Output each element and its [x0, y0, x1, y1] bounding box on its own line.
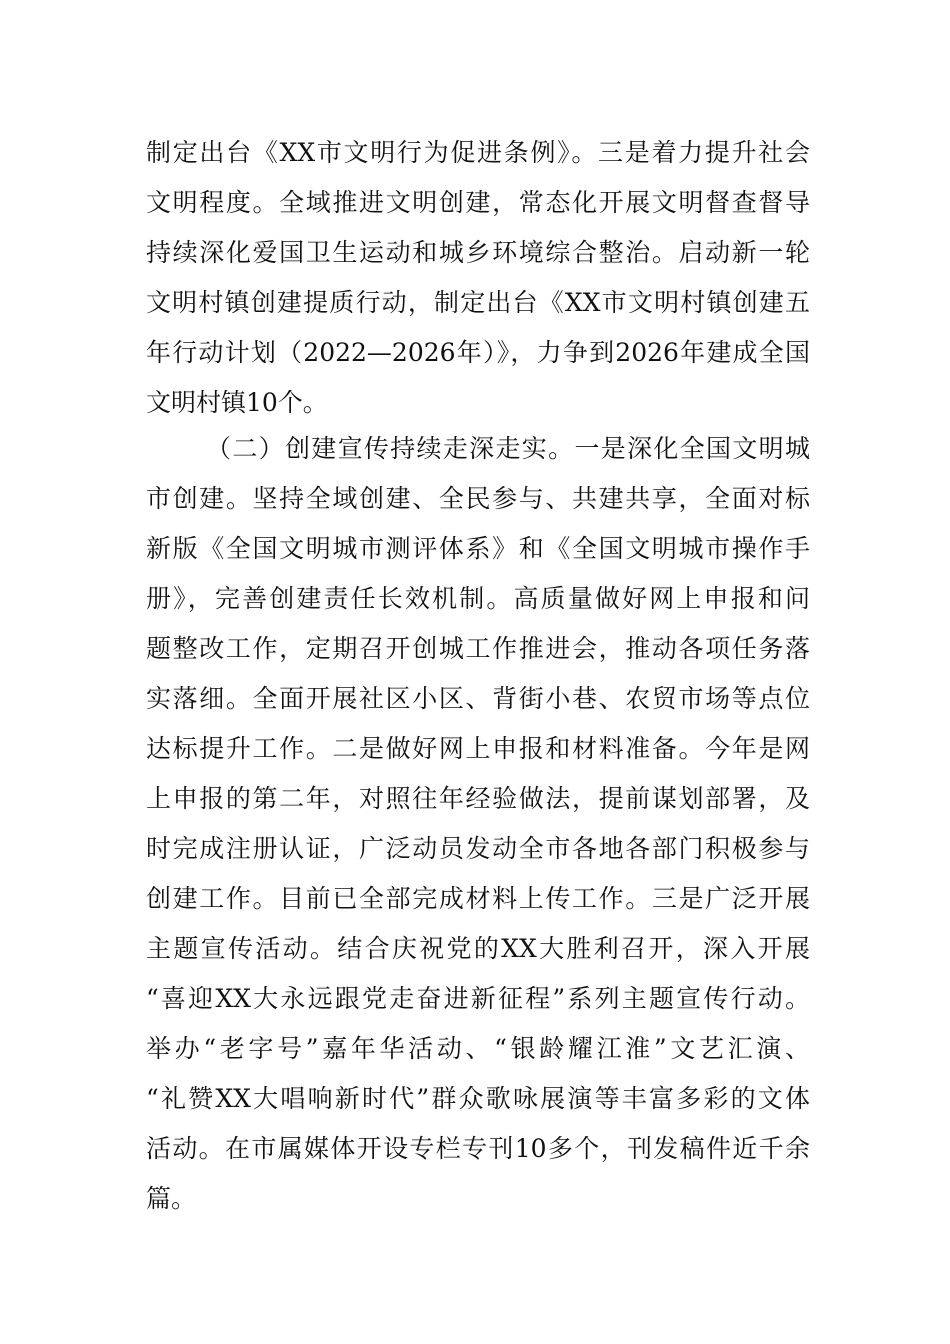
- paragraph-line: 题整改工作，定期召开创城工作推进会，推动各项任务落: [146, 634, 810, 663]
- paragraph-continued-civilization: [146, 128, 810, 428]
- paragraph-line: 文明程度。全域推进文明创建，常态化开展文明督查督导: [146, 188, 810, 217]
- paragraph-line: 年行动计划（2022—2026年）》，力争到2026年建成全国: [146, 338, 810, 367]
- paragraph-line: 新版《全国文明城市测评体系》和《全国文明城市操作手: [146, 534, 810, 563]
- paragraph-line: “喜迎XX大永远跟党走奋进新征程”系列主题宣传行动。: [146, 984, 810, 1013]
- paragraph-line: 文明村镇创建提质行动，制定出台《XX市文明村镇创建五: [146, 288, 810, 317]
- paragraph-line: 创建工作。目前已全部完成材料上传工作。三是广泛开展: [146, 884, 810, 913]
- paragraph-line: 实落细。全面开展社区小区、背街小巷、农贸市场等点位: [146, 684, 810, 713]
- paragraph-line: “礼赞XX大唱响新时代”群众歌咏展演等丰富多彩的文体: [146, 1084, 810, 1113]
- paragraph-line: 达标提升工作。二是做好网上申报和材料准备。今年是网: [146, 734, 810, 763]
- paragraph-line: 主题宣传活动。结合庆祝党的XX大胜利召开，深入开展: [146, 934, 810, 963]
- paragraph-line: 册》，完善创建责任长效机制。高质量做好网上申报和问: [146, 584, 810, 613]
- paragraph-line: 文明村镇10个。: [146, 388, 328, 417]
- paragraph-line: 制定出台《XX市文明行为促进条例》。三是着力提升社会: [146, 138, 810, 167]
- paragraph-line: 活动。在市属媒体开设专栏专刊10多个，刊发稿件近千余: [146, 1134, 810, 1163]
- paragraph-line: 时完成注册认证，广泛动员发动全市各地各部门积极参与: [146, 834, 810, 863]
- paragraph-line: 持续深化爱国卫生运动和城乡环境综合整治。启动新一轮: [146, 238, 810, 267]
- paragraph-line: 篇。: [146, 1184, 197, 1213]
- paragraph-line: 举办“老字号”嘉年华活动、“银龄耀江淮”文艺汇演、: [146, 1034, 810, 1063]
- paragraph-line: （二）创建宣传持续走深走实。一是深化全国文明城: [206, 434, 810, 463]
- paragraph-line: 上申报的第二年，对照往年经验做法，提前谋划部署，及: [146, 784, 810, 813]
- paragraph-line: 市创建。坚持全域创建、全民参与、共建共享，全面对标: [146, 484, 810, 513]
- paragraph-publicity-work: [146, 424, 810, 1224]
